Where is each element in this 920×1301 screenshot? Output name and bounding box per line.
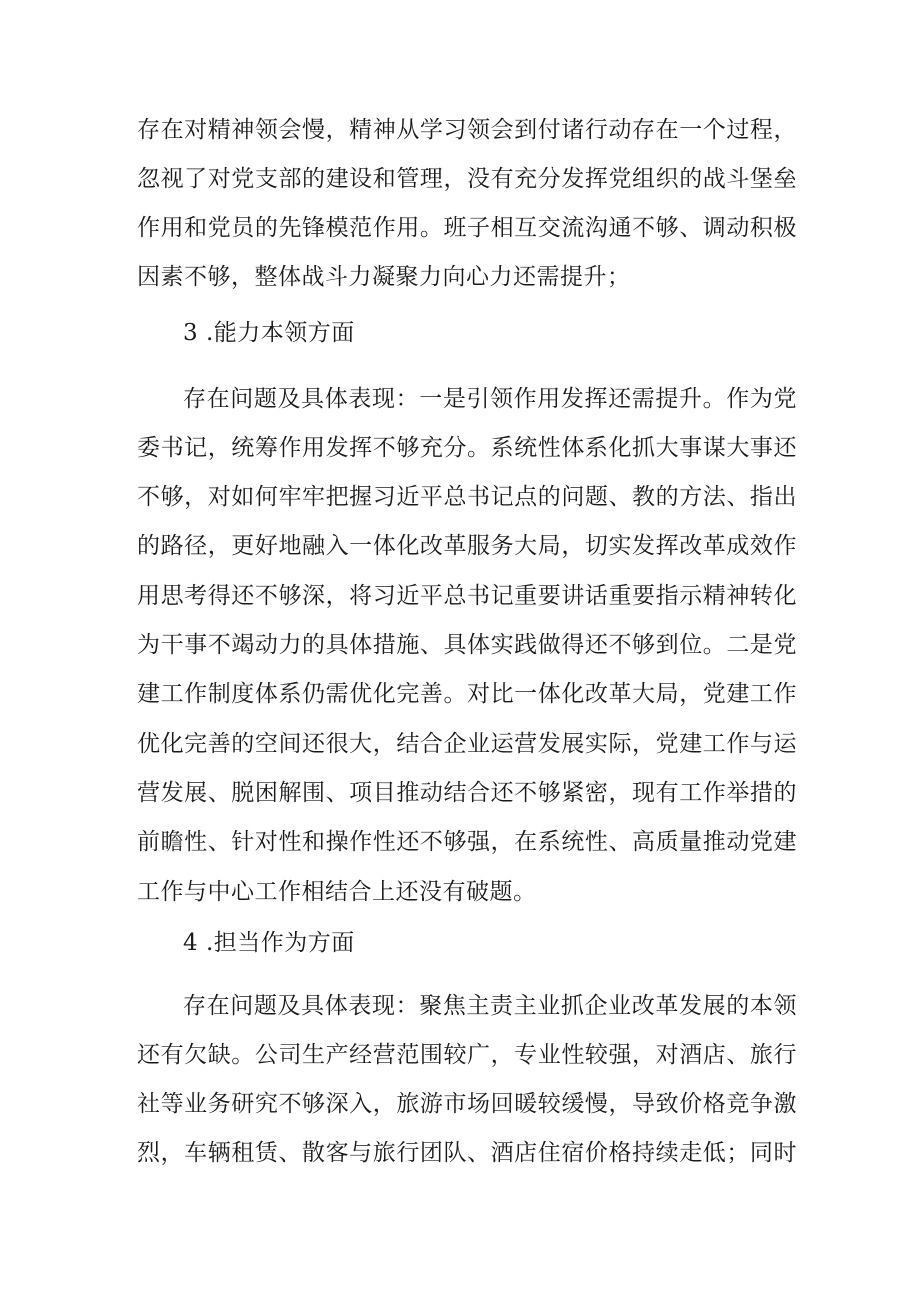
text-line: 忽视了对党支部的建设和管理，没有充分发挥党组织的战斗堡垒 [137,166,797,192]
section-heading-4: 4 .担当作为方面 [183,930,355,956]
text-line: 存在对精神领会慢，精神从学习领会到付诸行动存在一个过程， [137,117,797,143]
text-line: 营发展、脱困解围、项目推动结合还不够紧密，现有工作举措的 [137,780,797,806]
text-line: 为干事不竭动力的具体措施、具体实践做得还不够到位。二是党 [137,632,797,658]
text-line: 社等业务研究不够深入，旅游市场回暖较缓慢，导致价格竞争激 [137,1091,797,1117]
text-line: 前瞻性、针对性和操作性还不够强，在系统性、高质量推动党建 [137,829,797,855]
text-line: 作用和党员的先锋模范作用。班子相互交流沟通不够、调动积极 [137,215,797,241]
text-line: 还有欠缺。公司生产经营范围较广，专业性较强，对酒店、旅行 [137,1042,797,1068]
text-line: 优化完善的空间还很大，结合企业运营发展实际，党建工作与运 [137,731,797,757]
text-line: 因素不够，整体战斗力凝聚力向心力还需提升； [137,264,631,290]
text-line: 建工作制度体系仍需优化完善。对比一体化改革大局，党建工作 [137,681,797,707]
text-line: 烈，车辆租赁、散客与旅行团队、酒店住宿价格持续走低；同时 [137,1140,797,1166]
text-line: 工作与中心工作相结合上还没有破题。 [137,879,537,905]
text-line: 的路径，更好地融入一体化改革服务大局，切实发挥改革成效作 [137,533,797,559]
text-line: 存在问题及具体表现：聚焦主责主业抓企业改革发展的本领 [183,993,797,1019]
text-line: 不够，对如何牢牢把握习近平总书记点的问题、教的方法、指出 [137,484,797,510]
section-heading-3: 3 .能力本领方面 [183,320,355,346]
text-line: 用思考得还不够深，将习近平总书记重要讲话重要指示精神转化 [137,583,797,609]
text-line: 委书记，统筹作用发挥不够充分。系统性体系化抓大事谋大事还 [137,435,797,461]
text-line: 存在问题及具体表现：一是引领作用发挥还需提升。作为党 [183,386,797,412]
